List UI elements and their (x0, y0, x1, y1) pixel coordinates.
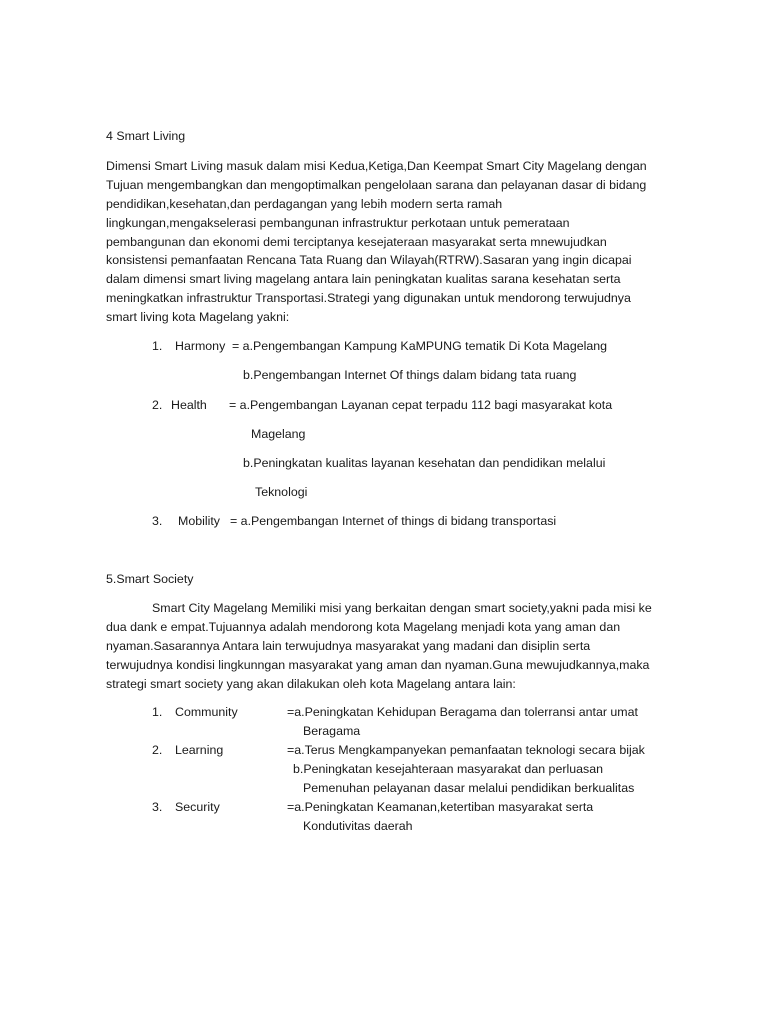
list-number: 1. (152, 705, 163, 719)
list-label-security: Security (175, 800, 220, 814)
list-item-text: b.Peningkatan kualitas layanan kesehatan dan pendidikan melalui (243, 456, 606, 470)
list-item-text: =a.Peningkatan Keamanan,ketertiban masyarakat serta (287, 800, 594, 814)
list-number: 1. (152, 339, 163, 353)
list-item-text: Pemenuhan pelayanan dasar melalui pendidikan berkualitas (303, 781, 635, 795)
paragraph-line: Dimensi Smart Living masuk dalam misi Kedua,Ketiga,Dan Keempat Smart City Magelang dengan (106, 159, 647, 173)
list-number: 2. (152, 743, 163, 757)
list-item-text: =a.Peningkatan Kehidupan Beragama dan tolerransi antar umat (287, 705, 638, 719)
list-number: 2. (152, 398, 163, 412)
paragraph-line: dua dank e empat.Tujuannya adalah mendorong kota Magelang menjadi kota yang aman dan (106, 620, 621, 634)
list-item-text: Magelang (251, 427, 306, 441)
list-number: 3. (152, 514, 163, 528)
paragraph-line: smart living kota Magelang yakni: (106, 310, 290, 324)
paragraph-line: pendidikan,kesehatan,dan perdagangan yang lebih modern serta ramah (106, 197, 503, 211)
paragraph-line: meningkatkan infrastruktur Transportasi.Strategi yang digunakan untuk mendorong terwujudnya (106, 291, 631, 305)
list-item-text: b.Peningkatan kesejahteraan masyarakat dan perluasan (293, 762, 603, 776)
list-item-text: b.Pengembangan Internet Of things dalam bidang tata ruang (243, 368, 577, 382)
list-item-text: Teknologi (255, 485, 308, 499)
list-item-text: =a.Terus Mengkampanyekan pemanfaatan teknologi secara bijak (287, 743, 645, 757)
list-item-text: = a.Pengembangan Kampung KaMPUNG tematik Di Kota Magelang (232, 339, 608, 353)
paragraph-line: dalam dimensi smart living magelang antara lain peningkatan kualitas sarana kesehatan serta (106, 272, 621, 286)
paragraph-line: Smart City Magelang Memiliki misi yang berkaitan dengan smart society,yakni pada misi ke (152, 601, 652, 615)
list-label-health: Health (171, 398, 207, 412)
paragraph-line: strategi smart society yang akan dilakukan oleh kota Magelang antara lain: (106, 677, 516, 691)
list-item-text: Beragama (303, 724, 361, 738)
paragraph-line: lingkungan,mengakselerasi pembangunan infrastruktur perkotaan untuk pemerataan (106, 216, 570, 230)
list-item-text: = a.Pengembangan Layanan cepat terpadu 112 bagi masyarakat kota (229, 398, 613, 412)
list-item-text: Kondutivitas daerah (303, 819, 413, 833)
list-label-community: Community (175, 705, 238, 719)
list-number: 3. (152, 800, 163, 814)
section-heading-smart-living: 4 Smart Living (106, 129, 186, 143)
paragraph-line: nyaman.Sasarannya Antara lain terwujudnya masyarakat yang madani dan disiplin serta (106, 639, 591, 653)
list-label-learning: Learning (175, 743, 224, 757)
paragraph-line: terwujudnya kondisi lingkunngan masyarakat yang aman dan nyaman.Guna mewujudkannya,maka (106, 658, 650, 672)
paragraph-line: pembangunan dan ekonomi demi terciptanya kesejateraan masyarakat serta mnewujudkan (106, 235, 607, 249)
paragraph-line: konsistensi pemanfaatan Rencana Tata Ruang dan Wilayah(RTRW).Sasaran yang ingin dicapai (106, 253, 632, 267)
paragraph-line: Tujuan mengembangkan dan mengoptimalkan pengelolaan sarana dan pelayanan dasar di bidang (106, 178, 647, 192)
section-heading-smart-society: 5.Smart Society (106, 572, 194, 586)
list-label-harmony: Harmony (175, 339, 226, 353)
list-item-text: = a.Pengembangan Internet of things di bidang transportasi (230, 514, 557, 528)
list-label-mobility: Mobility (178, 514, 220, 528)
